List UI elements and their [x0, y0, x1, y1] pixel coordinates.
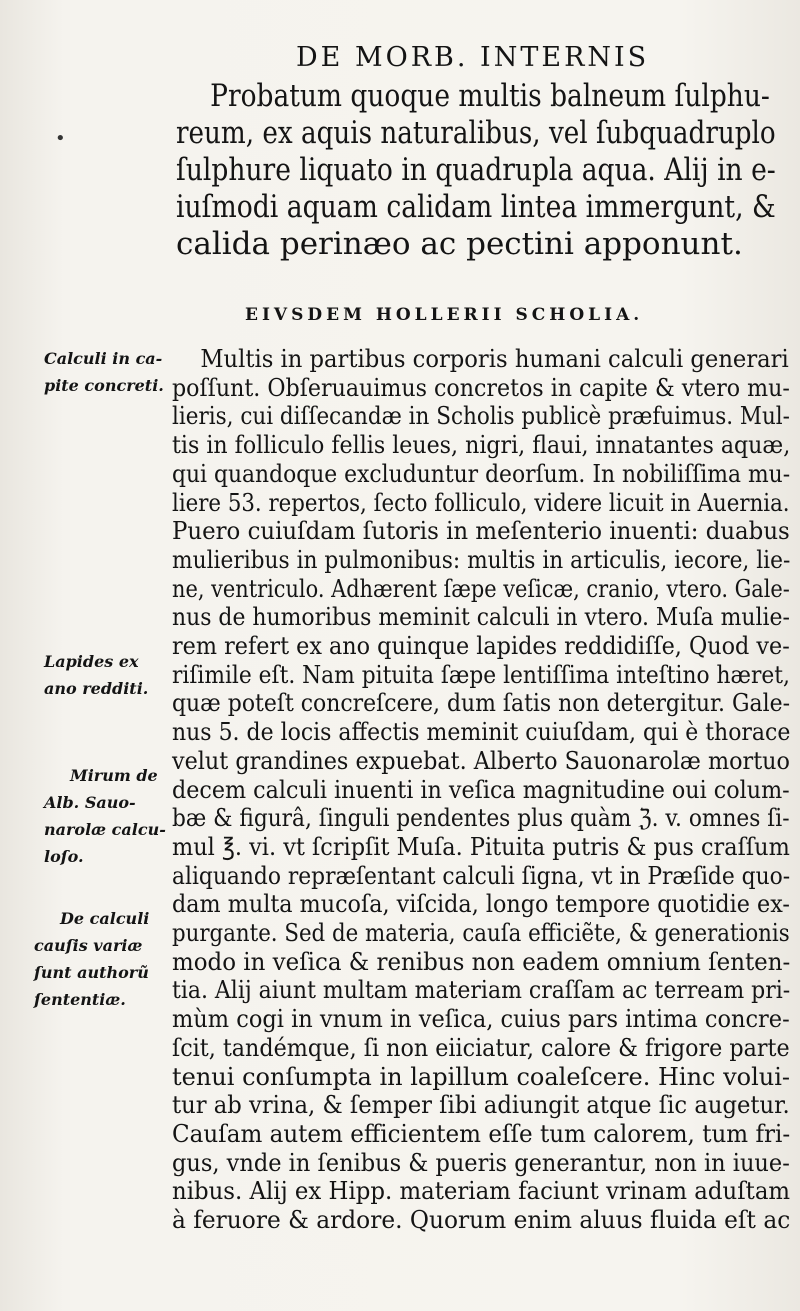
text-line: à feruore & ardore. Quorum enim aluus fluida eſt ac: [172, 1206, 791, 1235]
text-line: Probatum quoque multis balneum ſulphu-: [210, 78, 770, 114]
intro-paragraph: [176, 78, 776, 263]
text-line: ne, ventriculo. Adhærent ſæpe veſicæ, cranio, vtero. Gale-: [172, 574, 790, 603]
marginal-line: ano redditi.: [44, 679, 149, 698]
text-line: nus de humoribus meminit calculi in vtero. Muſa mulie-: [172, 603, 790, 632]
text-line: qui quandoque excluduntur deorſum. In nobiliſſima mu-: [172, 459, 791, 488]
text-line: modo in veſica & renibus non eadem omnium ſenten-: [172, 947, 791, 976]
text-line: tur ab vrina, & ſemper ſibi adiungit atque ſic augetur.: [172, 1091, 790, 1120]
text-line: tia. Alij aiunt multam materiam craſſam ac terream pri-: [172, 976, 791, 1005]
text-line: nibus. Alij ex Hipp. materiam faciunt vrinam aduſtam: [172, 1177, 791, 1206]
text-line: decem calculi inuenti in veſica magnitudine oui colum-: [172, 775, 790, 804]
text-line: reum, ex aquis naturalibus, vel ſubquadruplo: [176, 115, 776, 151]
text-line: purgante. Sed de materia, cauſa efficiẽte, & generationis: [172, 919, 790, 948]
marginal-line: De calculi: [60, 909, 150, 928]
marginal-line: loſo.: [44, 847, 84, 866]
text-line: nus 5. de locis affectis meminit cuiuſdam, qui è thorace: [172, 718, 791, 747]
marginal-note: [34, 905, 149, 1013]
marginal-line: narolæ calcu-: [44, 820, 166, 839]
text-line: mul ℥. vi. vt ſcripſit Muſa. Pituita putris & pus craſſum: [172, 832, 790, 861]
text-line: liere 53. repertos, ſecto folliculo, videre licuit in Auernia.: [172, 488, 790, 517]
text-line: gus, vnde in ſenibus & pueris generantur, non in iuue-: [172, 1148, 790, 1177]
text-line: Puero cuiuſdam ſutoris in meſenterio inuenti: duabus: [172, 517, 790, 546]
margin-dot: •: [55, 128, 66, 149]
text-line: tis in folliculo fellis leues, nigri, flaui, innatantes aquæ,: [172, 431, 791, 460]
marginal-line: Alb. Sauo-: [44, 793, 136, 812]
text-line: ſulphure liquato in quadrupla aqua. Alij in e-: [176, 152, 776, 188]
text-line: quæ poteſt concreſcere, dum ſatis non detergitur. Gale-: [172, 689, 790, 718]
text-line: ſcit, tandémque, ſi non eiiciatur, calore & frigore parte: [172, 1033, 790, 1062]
marginal-line: Mirum de: [70, 766, 158, 785]
marginal-line: ſententiæ.: [34, 990, 126, 1009]
text-line: aliquando repræſentant calculi ſigna, vt in Præſide quo-: [172, 861, 791, 890]
text-line: poſſunt. Obſeruauimus concretos in capite & vtero mu-: [172, 373, 790, 402]
marginal-line: Calculi in ca-: [44, 349, 163, 368]
marginal-note: [44, 648, 148, 702]
text-line: bæ & figurâ, ſinguli pendentes plus quàm ℨ. v. omnes ſi-: [172, 804, 790, 833]
text-line: lieris, cui diſſecandæ in Scholis publicè præfuimus. Mul-: [172, 402, 790, 431]
text-line: Multis in partibus corporis humani calculi generari: [200, 345, 789, 373]
marginal-note: [44, 762, 166, 870]
text-line: mulieribus in pulmonibus: multis in articulis, iecore, lie-: [172, 545, 791, 574]
marginal-note: [44, 345, 164, 399]
text-line: rem refert ex ano quinque lapides reddidiſſe, Quod ve-: [172, 632, 790, 661]
text-line: Cauſam autem efficientem eſſe tum calorem, tum fri-: [172, 1119, 791, 1148]
text-line: tenui conſumpta in lapillum coaleſcere. Hinc volui-: [172, 1062, 791, 1091]
running-head: DE MORB. INTERNIS: [296, 42, 650, 73]
text-line: velut grandines expuebat. Alberto Sauonarolæ mortuo: [172, 746, 790, 775]
marginal-line: ſunt authorũ: [34, 963, 149, 982]
scholia-body: [172, 345, 790, 1235]
text-line: mùm cogi in vnum in veſica, cuius pars intima concre-: [172, 1005, 790, 1034]
text-line: riſimile eſt. Nam pituita ſæpe lentiſſima inteſtino hæret,: [172, 660, 790, 689]
text-line: iuſmodi aquam calidam lintea immergunt, &: [176, 189, 776, 225]
marginal-line: cauſis variæ: [34, 936, 143, 955]
text-line: calida perinæo ac pectini apponunt.: [176, 226, 743, 262]
marginal-line: Lapides ex: [44, 652, 139, 671]
section-heading: EIVSDEM HOLLERII SCHOLIA.: [245, 305, 644, 325]
text-line: dam multa mucoſa, viſcida, longo tempore quotidie ex-: [172, 890, 790, 919]
marginal-line: pite concreti.: [44, 376, 164, 395]
